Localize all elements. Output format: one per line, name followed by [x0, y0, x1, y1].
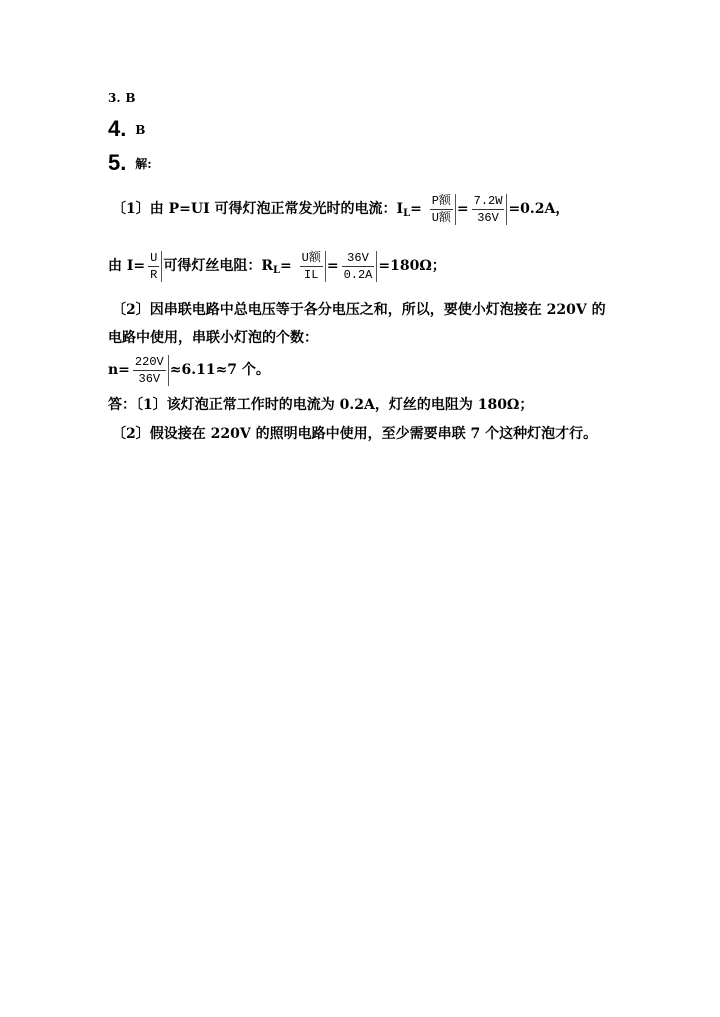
fraction-u-over-il: [298, 251, 326, 282]
fraction-numerator: 220V: [134, 354, 164, 369]
fraction-u-over-r: [146, 251, 162, 282]
final-answer-line2: 〔2〕假设接在 220V 的照明电路中使用，至少需要串联 7 个这种灯泡才行。: [112, 426, 598, 442]
question-number-4: 4.: [108, 116, 127, 141]
fraction-220v-over-36v: [131, 355, 169, 386]
fraction-numerator: U额: [301, 250, 321, 265]
fraction-denominator: R: [150, 267, 158, 282]
answer-3: [108, 88, 136, 108]
fraction-denominator: 0.2A: [343, 267, 373, 282]
fraction-denominator: 36V: [138, 371, 161, 386]
count-lead: n=: [108, 362, 130, 378]
answer-5-label: 解:: [135, 157, 152, 171]
p2-lead: 由 I=: [108, 258, 146, 274]
fraction-denominator: 36V: [477, 210, 499, 225]
answer-5: [108, 150, 152, 177]
solution-resistance: [108, 244, 446, 293]
fraction-36v-over-0.2a: [340, 251, 378, 282]
fraction-p-over-u: [428, 194, 456, 225]
fraction-numerator: U: [150, 250, 158, 265]
fraction-denominator: U额: [431, 210, 451, 225]
fraction-numerator: 7.2W: [473, 193, 503, 208]
answer-4: [108, 116, 145, 143]
question-number-3: 3.: [108, 91, 121, 105]
part1-equals-2: =: [456, 201, 469, 217]
part1-equals: =: [410, 201, 422, 217]
answer-4-value: B: [135, 123, 146, 137]
part1-result: =0.2A，: [508, 201, 570, 217]
solution-count: [108, 350, 270, 390]
fraction-numerator: P额: [431, 193, 451, 208]
fraction-7.2w-over-36v: [470, 194, 508, 225]
fraction-numerator: 36V: [342, 251, 375, 267]
question-number-5: 5.: [108, 150, 127, 175]
p2-equals: =: [280, 258, 292, 274]
solution-part2-line1: 〔2〕因串联电路中总电压等于各分电压之和，所以，要使小灯泡接在 220V 的: [112, 302, 606, 318]
solution-part1: [112, 187, 569, 236]
p2-equals-2: =: [326, 258, 339, 274]
final-answer-line1: 答：〔1〕该灯泡正常工作时的电流为 0.2A，灯丝的电阻为 180Ω；: [108, 397, 534, 413]
fraction-denominator: IL: [304, 267, 319, 282]
solution-part2-line2: 电路中使用，串联小灯泡的个数：: [108, 330, 318, 346]
count-result: ≈6.11≈7 个。: [169, 362, 270, 378]
answer-3-value: B: [125, 91, 136, 105]
part1-subscript: L: [403, 208, 411, 219]
p2-result: =180Ω；: [378, 258, 446, 274]
part1-text: 〔1〕由 P=UI 可得灯泡正常发光时的电流：I: [112, 201, 404, 217]
p2-mid: 可得灯丝电阻：R: [163, 258, 273, 274]
p2-subscript: L: [273, 265, 281, 276]
